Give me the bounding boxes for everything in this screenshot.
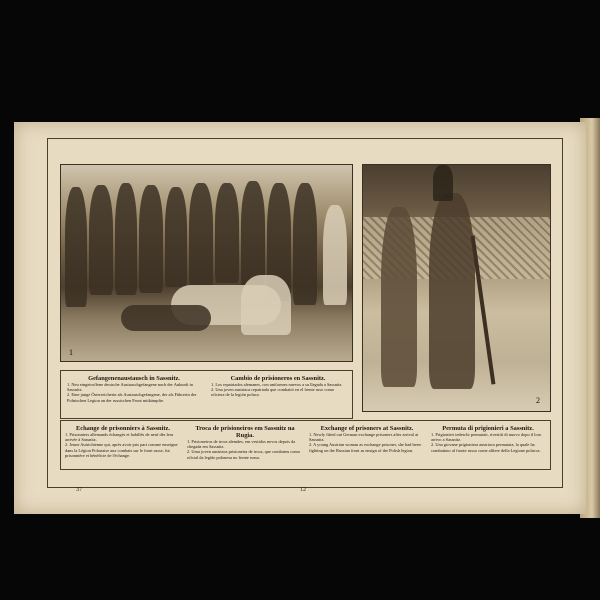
caption-line: 1. Prisioneiros de troca alemães, em vestidos novos depois da chegada em Sassnitz.: [187, 439, 296, 450]
photo-figure: [165, 187, 187, 287]
caption-line: 1. Neu eingetroffene deutsche Austauschgefangene nach der Ankunft in Sassnitz.: [67, 382, 193, 393]
folio-center: 12: [300, 487, 306, 493]
caption-title: Troca de prisioneiros em Sassnitz na Rugia.: [195, 425, 295, 439]
photo-figure-woman: [381, 207, 417, 387]
caption-title: Gefangenenaustausch in Sassnitz.: [88, 375, 180, 382]
album-page: [14, 122, 586, 514]
photo-woman-and-soldier: [362, 164, 551, 412]
photo-figure: [241, 181, 265, 287]
photo-figure: [293, 183, 317, 305]
caption-line: 1. Prigionieri tedeschi permutati, rivestiti di nuovo dopo il loro arrivo a Sassnitz.: [431, 432, 542, 443]
photo-stretcher: [121, 305, 211, 331]
photo-figure: [65, 187, 87, 307]
caption-line: 1. Prisonniers allemands échangés et habillés de neuf dès leur arrivée à Sassnitz.: [65, 432, 174, 443]
caption-portuguese: [187, 425, 303, 460]
caption-italian: [431, 425, 545, 453]
caption-line: 1. Los repatriados alemanes, con uniformes nuevos a su llegada a Sassnitz.: [211, 382, 343, 387]
folio-left: 37: [76, 487, 82, 493]
photo-number: 1: [69, 348, 73, 357]
caption-title: Exchange of prisoners at Sassnitz.: [320, 425, 414, 432]
photo-figure: [189, 183, 213, 287]
caption-title: Permuta di prigionieri a Sassnitz.: [442, 425, 534, 432]
photo-figure: [89, 185, 113, 295]
caption-title: Cambio de prisioneros en Sassnitz.: [230, 375, 326, 382]
caption-box-top: [60, 370, 353, 419]
caption-french: [65, 425, 181, 458]
photo-number: 2: [536, 396, 540, 405]
caption-english: [309, 425, 425, 453]
photo-figure-background: [433, 165, 453, 201]
photo-figure-nurse: [323, 205, 347, 305]
caption-line: 1. Newly fitted out German exchange prisoners after arrival at Sassnitz.: [309, 432, 419, 443]
caption-line: 2. Eine junge Österreicherin als Austauschgefangene, der als Führerin der Polnischen Legion an der russischen Front mitkämpfte.: [67, 392, 197, 403]
caption-spanish: [211, 375, 345, 398]
photo-figure-soldier: [429, 193, 475, 389]
photo-figure: [115, 183, 137, 295]
caption-line: 2. Una joven austriaca repatriada que combatió en el frente ruso como oficiera de la legión polaca.: [211, 387, 335, 398]
photo-wounded-man: [241, 275, 291, 335]
caption-title: Echange de prisonniers à Sassnitz.: [76, 425, 170, 432]
photo-figure: [139, 185, 163, 293]
caption-line: 2. Jeune Autrichienne qui, après avoir pris part comme enseigne dans la Légion Polonaise aux combats sur le front russe, fut prisonnière et bénéficie de l'échange.: [65, 442, 178, 458]
photo-prisoner-group: [60, 164, 353, 362]
caption-line: 2. Una giovane prigioniera austriaca permutata, la quale ha combattuto al fronte russo come alfiere della Legione polacca.: [431, 442, 541, 453]
caption-line: 2. A young Austrian woman as exchange prisoner, she had been fighting on the Russian front as ensign of the Polish legion.: [309, 442, 421, 453]
photo-figure: [215, 183, 239, 283]
caption-box-bottom: [60, 420, 551, 470]
caption-line: 2. Uma joven austriaca prisioneira de troca, que combateu como oficial da legião polonesa no frente russo.: [187, 449, 301, 460]
caption-german: [67, 375, 201, 403]
